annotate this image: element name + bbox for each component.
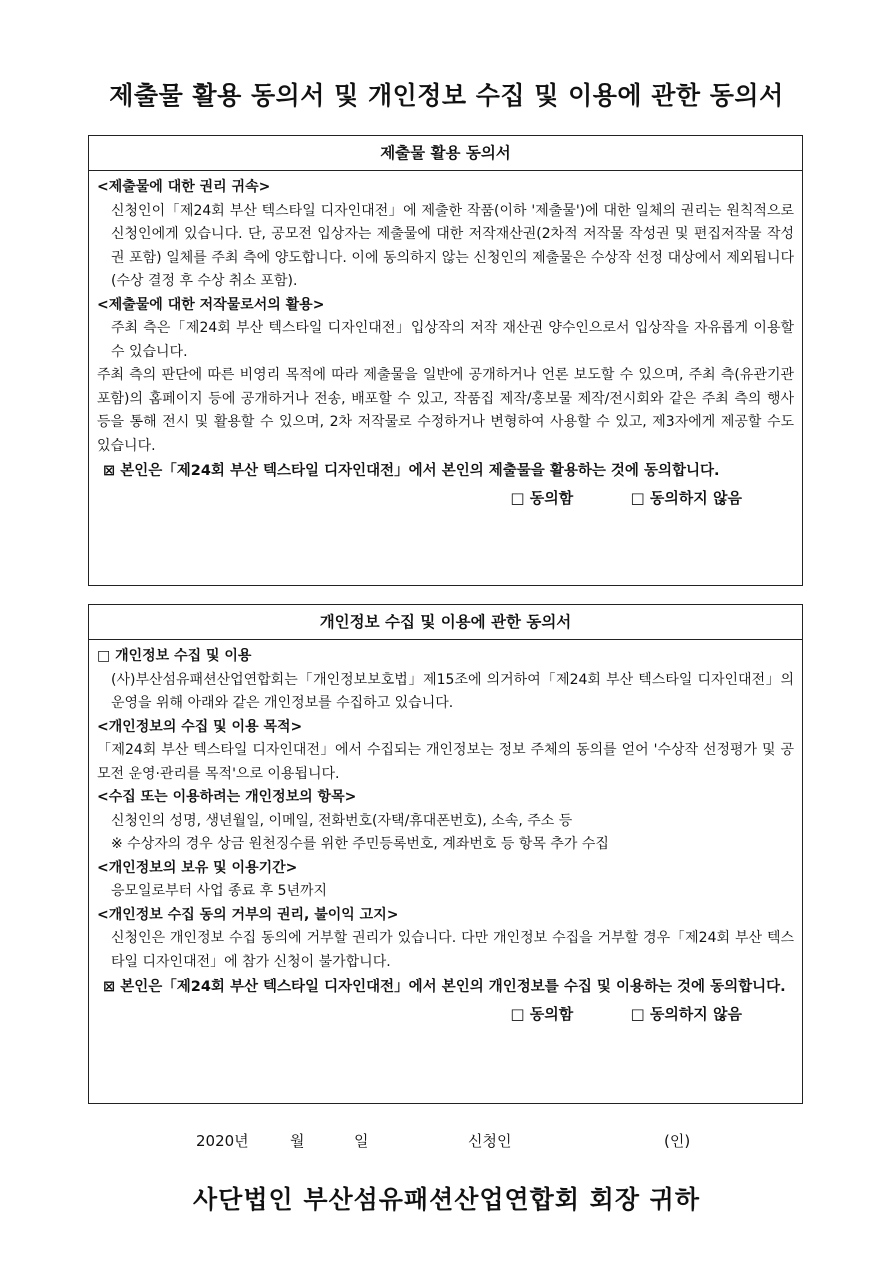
purpose-paragraph: 「제24회 부산 텍스타일 디자인대전」에서 수집되는 개인정보는 정보 주체의 동의를 얻어 '수상작 선정평가 및 공모전 운영·관리를 목적'으로 이용됩니다. [97,742,794,782]
collection-heading: □ 개인정보 수집 및 이용 [97,648,252,664]
refusal-heading: <개인정보 수집 동의 거부의 권리, 불이익 고지> [97,906,399,923]
submission-consent-statement: ⊠ 본인은「제24회 부산 텍스타일 디자인대전」에서 본인의 제출물을 활용하는 것에 동의합니다. [103,463,720,479]
rights-paragraph: 신청인이「제24회 부산 텍스타일 디자인대전」에 제출한 작품(이하 '제출물')에 대한 일체의 권리는 원칙적으로 신청인에게 있습니다. 단, 공모전 입상자는 제출물에 대한 저작재산권(2차적 저작물 작성권 및 편집저작물 작성권 포함) 일체를 주최 측에 양도합니다. 이에 동의하지 않는 신청인의 제출물은 수상작 선정 대상에서 제외됩니다(수상 결정 후 수상 취소 포함). [111,202,794,289]
submission-consent-box [88,135,803,586]
signature-seal: (인) [664,1132,691,1150]
addressee: 사단법인 부산섬유패션산업연합회 회장 귀하 [193,1185,700,1214]
submission-agree-checkbox[interactable]: □ 동의함 [510,489,574,507]
rights-heading: <제출물에 대한 권리 귀속> [97,179,271,195]
submission-disagree-checkbox[interactable]: □ 동의하지 않음 [630,489,742,507]
submission-consent-header: 제출물 활용 동의서 [89,136,802,171]
document-title: 제출물 활용 동의서 및 개인정보 수집 및 이용에 관한 동의서 [109,81,784,110]
items-heading: <수집 또는 이용하려는 개인정보의 항목> [97,789,357,805]
privacy-consent-header: 개인정보 수집 및 이용에 관한 동의서 [89,605,802,640]
retention-heading: <개인정보의 보유 및 이용기간> [97,859,298,876]
signature-year: 2020년 [196,1132,249,1150]
items-paragraph: 신청인의 성명, 생년월일, 이메일, 전화번호(자택/휴대폰번호), 소속, 주소 등 [111,812,573,829]
privacy-consent-box [88,604,803,1104]
privacy-consent-statement: ⊠ 본인은「제24회 부산 텍스타일 디자인대전」에서 본인의 개인정보를 수집 및 이용하는 것에 동의합니다. [103,979,786,995]
signature-month: 월 [290,1132,305,1150]
privacy-agree-checkbox[interactable]: □ 동의함 [510,1005,574,1023]
retention-paragraph: 응모일로부터 사업 종료 후 5년까지 [111,883,328,899]
usage-paragraph-1: 주최 측은「제24회 부산 텍스타일 디자인대전」입상작의 저작 재산권 양수인으로서 입상작을 자유롭게 이용할 수 있습니다. [111,320,794,360]
purpose-heading: <개인정보의 수집 및 이용 목적> [97,718,303,735]
signature-day: 일 [354,1132,369,1150]
refusal-paragraph: 신청인은 개인정보 수집 동의에 거부할 권리가 있습니다. 다만 개인정보 수집을 거부할 경우「제24회 부산 텍스타일 디자인대전」에 참가 신청이 불가합니다. [111,930,794,970]
items-note: ※ 수상자의 경우 상금 원천징수를 위한 주민등록번호, 계좌번호 등 항목 추가 수집 [111,836,609,852]
signature-applicant-label: 신청인 [468,1132,512,1150]
privacy-disagree-checkbox[interactable]: □ 동의하지 않음 [630,1005,742,1023]
usage-paragraph-2: 주최 측의 판단에 따른 비영리 목적에 따라 제출물을 일반에 공개하거나 언론 보도할 수 있으며, 주최 측(유관기관 포함)의 홈페이지 등에 공개하거나 전송, 배포할 수 있고, 작품집 제작/홍보물 제작/전시회와 같은 주최 측의 행사 등을 통해 전시 및 활용할 수 있으며, 2차 저작물로 수정하거나 변형하여 사용할 수 있고, 제3자에게 제공할 수도 있습니다. [97,367,794,454]
collection-paragraph: (사)부산섬유패션산업연합회는「개인정보보호법」제15조에 의거하여「제24회 부산 텍스타일 디자인대전」의 운영을 위해 아래와 같은 개인정보를 수집하고 있습니다. [111,671,794,711]
usage-heading: <제출물에 대한 저작물로서의 활용> [97,296,325,313]
